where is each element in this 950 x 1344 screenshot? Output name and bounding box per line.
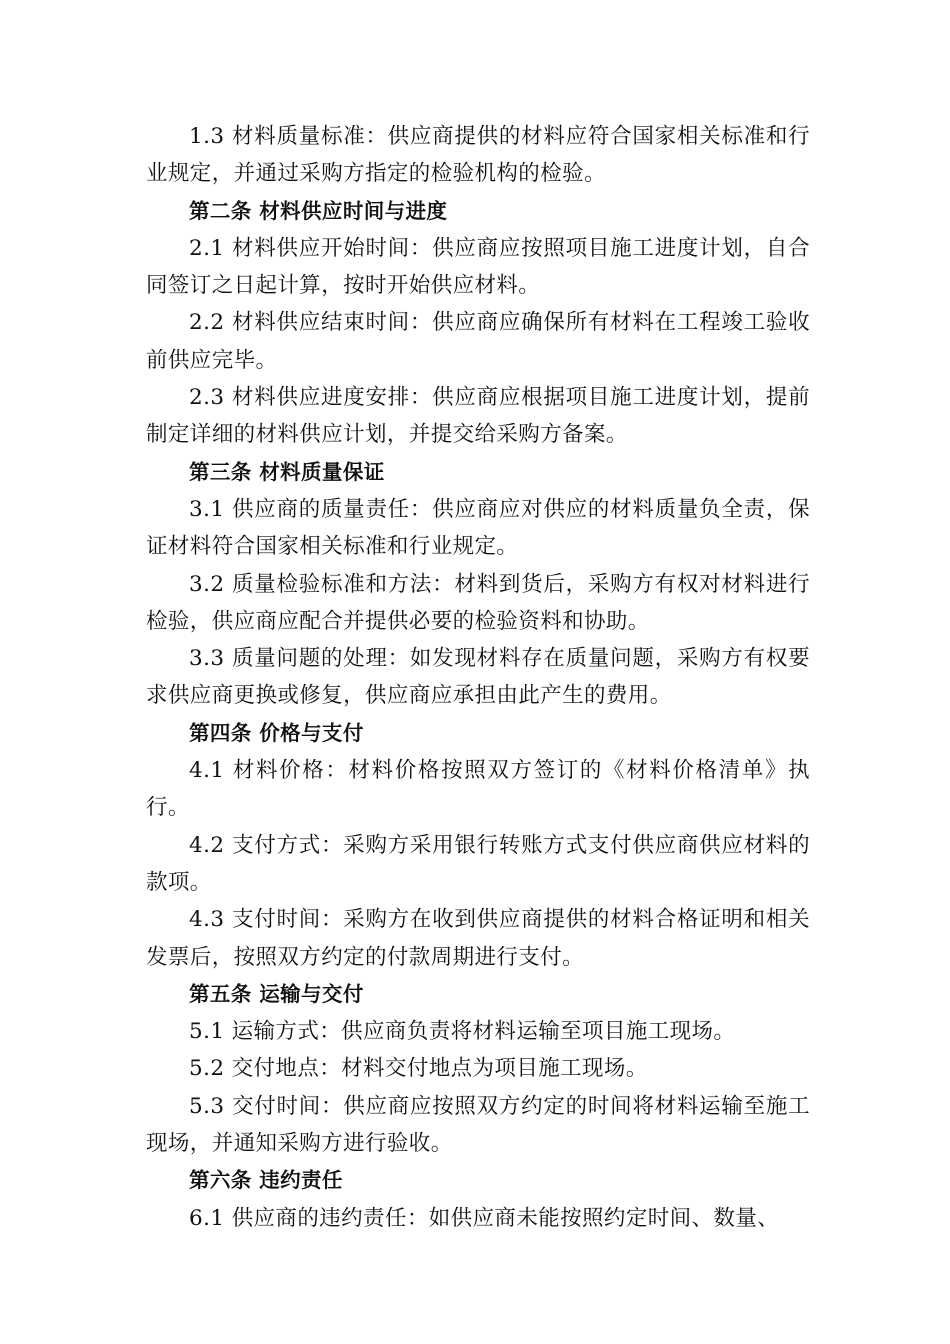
article-2-heading: 第二条 材料供应时间与进度 [189, 198, 448, 223]
article-6-heading: 第六条 违约责任 [189, 1168, 343, 1193]
clause-4-2: 4.2 支付方式：采购方采用银行转账方式支付供应商供应材料的款项。 [146, 832, 810, 895]
clause-2-1: 2.1 材料供应开始时间：供应商应按照项目施工进度计划，自合同签订之日起计算，按时开始供应材料。 [146, 235, 810, 299]
clause-5-3: 5.3 交付时间：供应商应按照双方约定的时间将材料运输至施工现场，并通知采购方进行验收。 [146, 1093, 810, 1157]
clause-5-2: 5.2 交付地点：材料交付地点为项目施工现场。 [189, 1056, 648, 1082]
clause-1-3: 1.3 材料质量标准：供应商提供的材料应符合国家相关标准和行业规定，并通过采购方指定的检验机构的检验。 [146, 124, 810, 187]
document-body [146, 118, 810, 1237]
article-4-heading: 第四条 价格与支付 [189, 720, 364, 745]
clause-5-1: 5.1 运输方式：供应商负责将材料运输至项目施工现场。 [189, 1019, 736, 1045]
clause-4-1: 4.1 材料价格：材料价格按照双方签订的《材料价格清单》执行。 [146, 758, 810, 821]
article-3-heading: 第三条 材料质量保证 [189, 459, 385, 484]
clause-2-2: 2.2 材料供应结束时间：供应商应确保所有材料在工程竣工验收前供应完毕。 [146, 310, 810, 373]
article-5-heading: 第五条 运输与交付 [189, 981, 364, 1006]
clause-6-1: 6.1 供应商的违约责任：如供应商未能按照约定时间、数量、 [189, 1205, 780, 1231]
clause-2-3: 2.3 材料供应进度安排：供应商应根据项目施工进度计划，提前制定详细的材料供应计划，并提交给采购方备案。 [146, 385, 810, 448]
clause-3-2: 3.2 质量检验标准和方法：材料到货后，采购方有权对材料进行检验，供应商应配合并提供必要的检验资料和协助。 [146, 571, 810, 634]
clause-3-1: 3.1 供应商的质量责任：供应商应对供应的材料质量负全责，保证材料符合国家相关标准和行业规定。 [146, 496, 810, 560]
clause-4-3: 4.3 支付时间：采购方在收到供应商提供的材料合格证明和相关发票后，按照双方约定的付款周期进行支付。 [146, 907, 810, 970]
clause-3-3: 3.3 质量问题的处理：如发现材料存在质量问题，采购方有权要求供应商更换或修复，供应商应承担由此产生的费用。 [146, 646, 810, 709]
